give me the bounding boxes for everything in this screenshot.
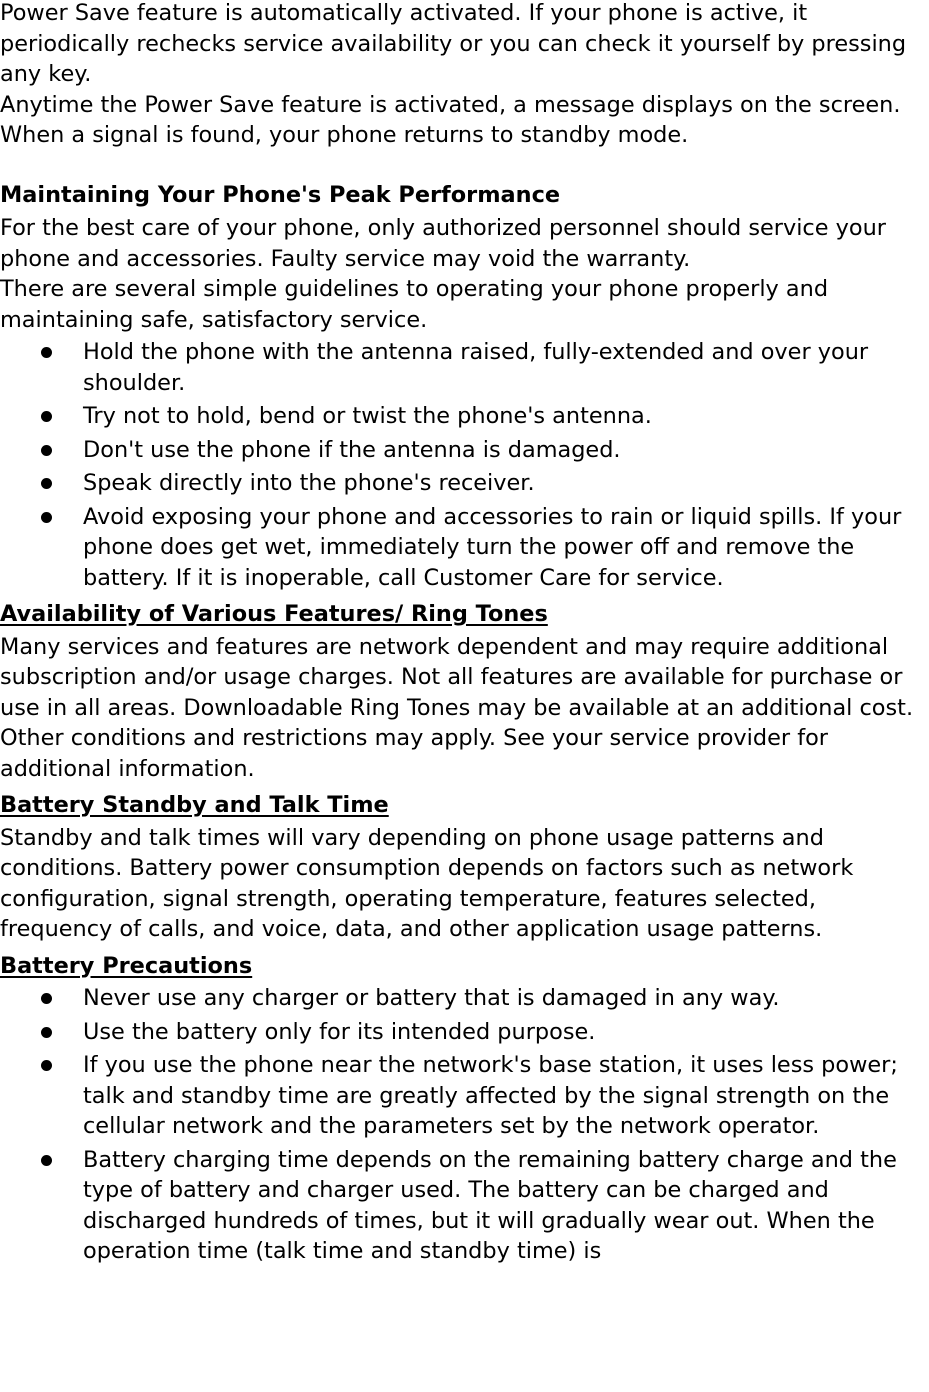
list-item-text: Never use any charger or battery that is damaged in any way. [83, 985, 780, 1011]
availability-paragraph: Many services and features are network dependent and may require additional subscription and/or usage charges. Not all features are available for purchase or use in all areas. Downloadable Ring Tones may be available at an additional cost. Other conditions and restrictions may apply. See your service provider for additional information. [0, 633, 914, 782]
list-item [0, 435, 929, 466]
bullet-icon [41, 445, 52, 456]
list-item [0, 983, 929, 1014]
list-item [0, 468, 929, 499]
list-item-text: Avoid exposing your phone and accessories to rain or liquid spills. If your phone does get wet, immediately turn the power off and remove the battery. If it is inoperable, call Customer Care for service. [83, 503, 902, 591]
bullet-icon [41, 347, 52, 358]
list-item-text: Battery charging time depends on the remaining battery charge and the type of battery and charger used. The battery can be charged and discharged hundreds of times, but it will gradually wear out. When the operation time (talk time and standby time) is [83, 1146, 897, 1264]
list-item-text: Hold the phone with the antenna raised, fully-extended and over your shoulder. [83, 339, 869, 396]
precautions-heading: Battery Precautions [0, 952, 253, 979]
bullet-icon [41, 993, 52, 1004]
list-item-text: Don't use the phone if the antenna is damaged. [83, 436, 621, 463]
bullet-icon [41, 512, 52, 523]
list-item [0, 1017, 929, 1048]
list-item [0, 337, 929, 398]
standby-heading: Battery Standby and Talk Time [0, 792, 389, 818]
precautions-bullet-list [0, 983, 929, 1267]
intro-paragraph-2: Anytime the Power Save feature is activated, a message displays on the screen. When a signal is found, your phone returns to standby mode. [0, 91, 901, 148]
bullet-icon [41, 411, 52, 422]
maintaining-bullet-list [0, 337, 929, 593]
list-item [0, 502, 929, 594]
list-item-text: Speak directly into the phone's receiver. [83, 470, 535, 496]
list-item [0, 1050, 929, 1142]
bullet-icon [41, 1027, 52, 1038]
bullet-icon [41, 478, 52, 489]
standby-paragraph: Standby and talk times will vary depending on phone usage patterns and conditions. Battery power consumption depends on factors such as network configuration, signal strength, operating temperature, features selected, frequency of calls, and voice, data, and other application usage patterns. [0, 824, 854, 942]
bullet-icon [41, 1060, 52, 1071]
maintaining-heading: Maintaining Your Phone's Peak Performance [0, 181, 561, 208]
maintaining-paragraph-2: There are several simple guidelines to operating your phone properly and maintaining safe, satisfactory service. [0, 276, 829, 333]
list-item-text: If you use the phone near the network's base station, it uses less power; talk and standby time are greatly affected by the signal strength on the cellular network and the parameters set by the network operator. [83, 1052, 898, 1139]
availability-heading: Availability of Various Features/ Ring Tones [0, 601, 548, 627]
bullet-icon [41, 1155, 52, 1166]
intro-paragraph-1: Power Save feature is automatically activated. If your phone is active, it periodically rechecks service availability or you can check it yourself by pressing any key. [0, 0, 907, 87]
list-item [0, 1145, 929, 1267]
maintaining-paragraph-1: For the best care of your phone, only authorized personnel should service your phone and accessories. Faulty service may void the warranty. [0, 215, 886, 272]
list-item-text: Use the battery only for its intended purpose. [83, 1018, 596, 1045]
list-item [0, 401, 929, 432]
list-item-text: Try not to hold, bend or twist the phone's antenna. [83, 403, 652, 429]
